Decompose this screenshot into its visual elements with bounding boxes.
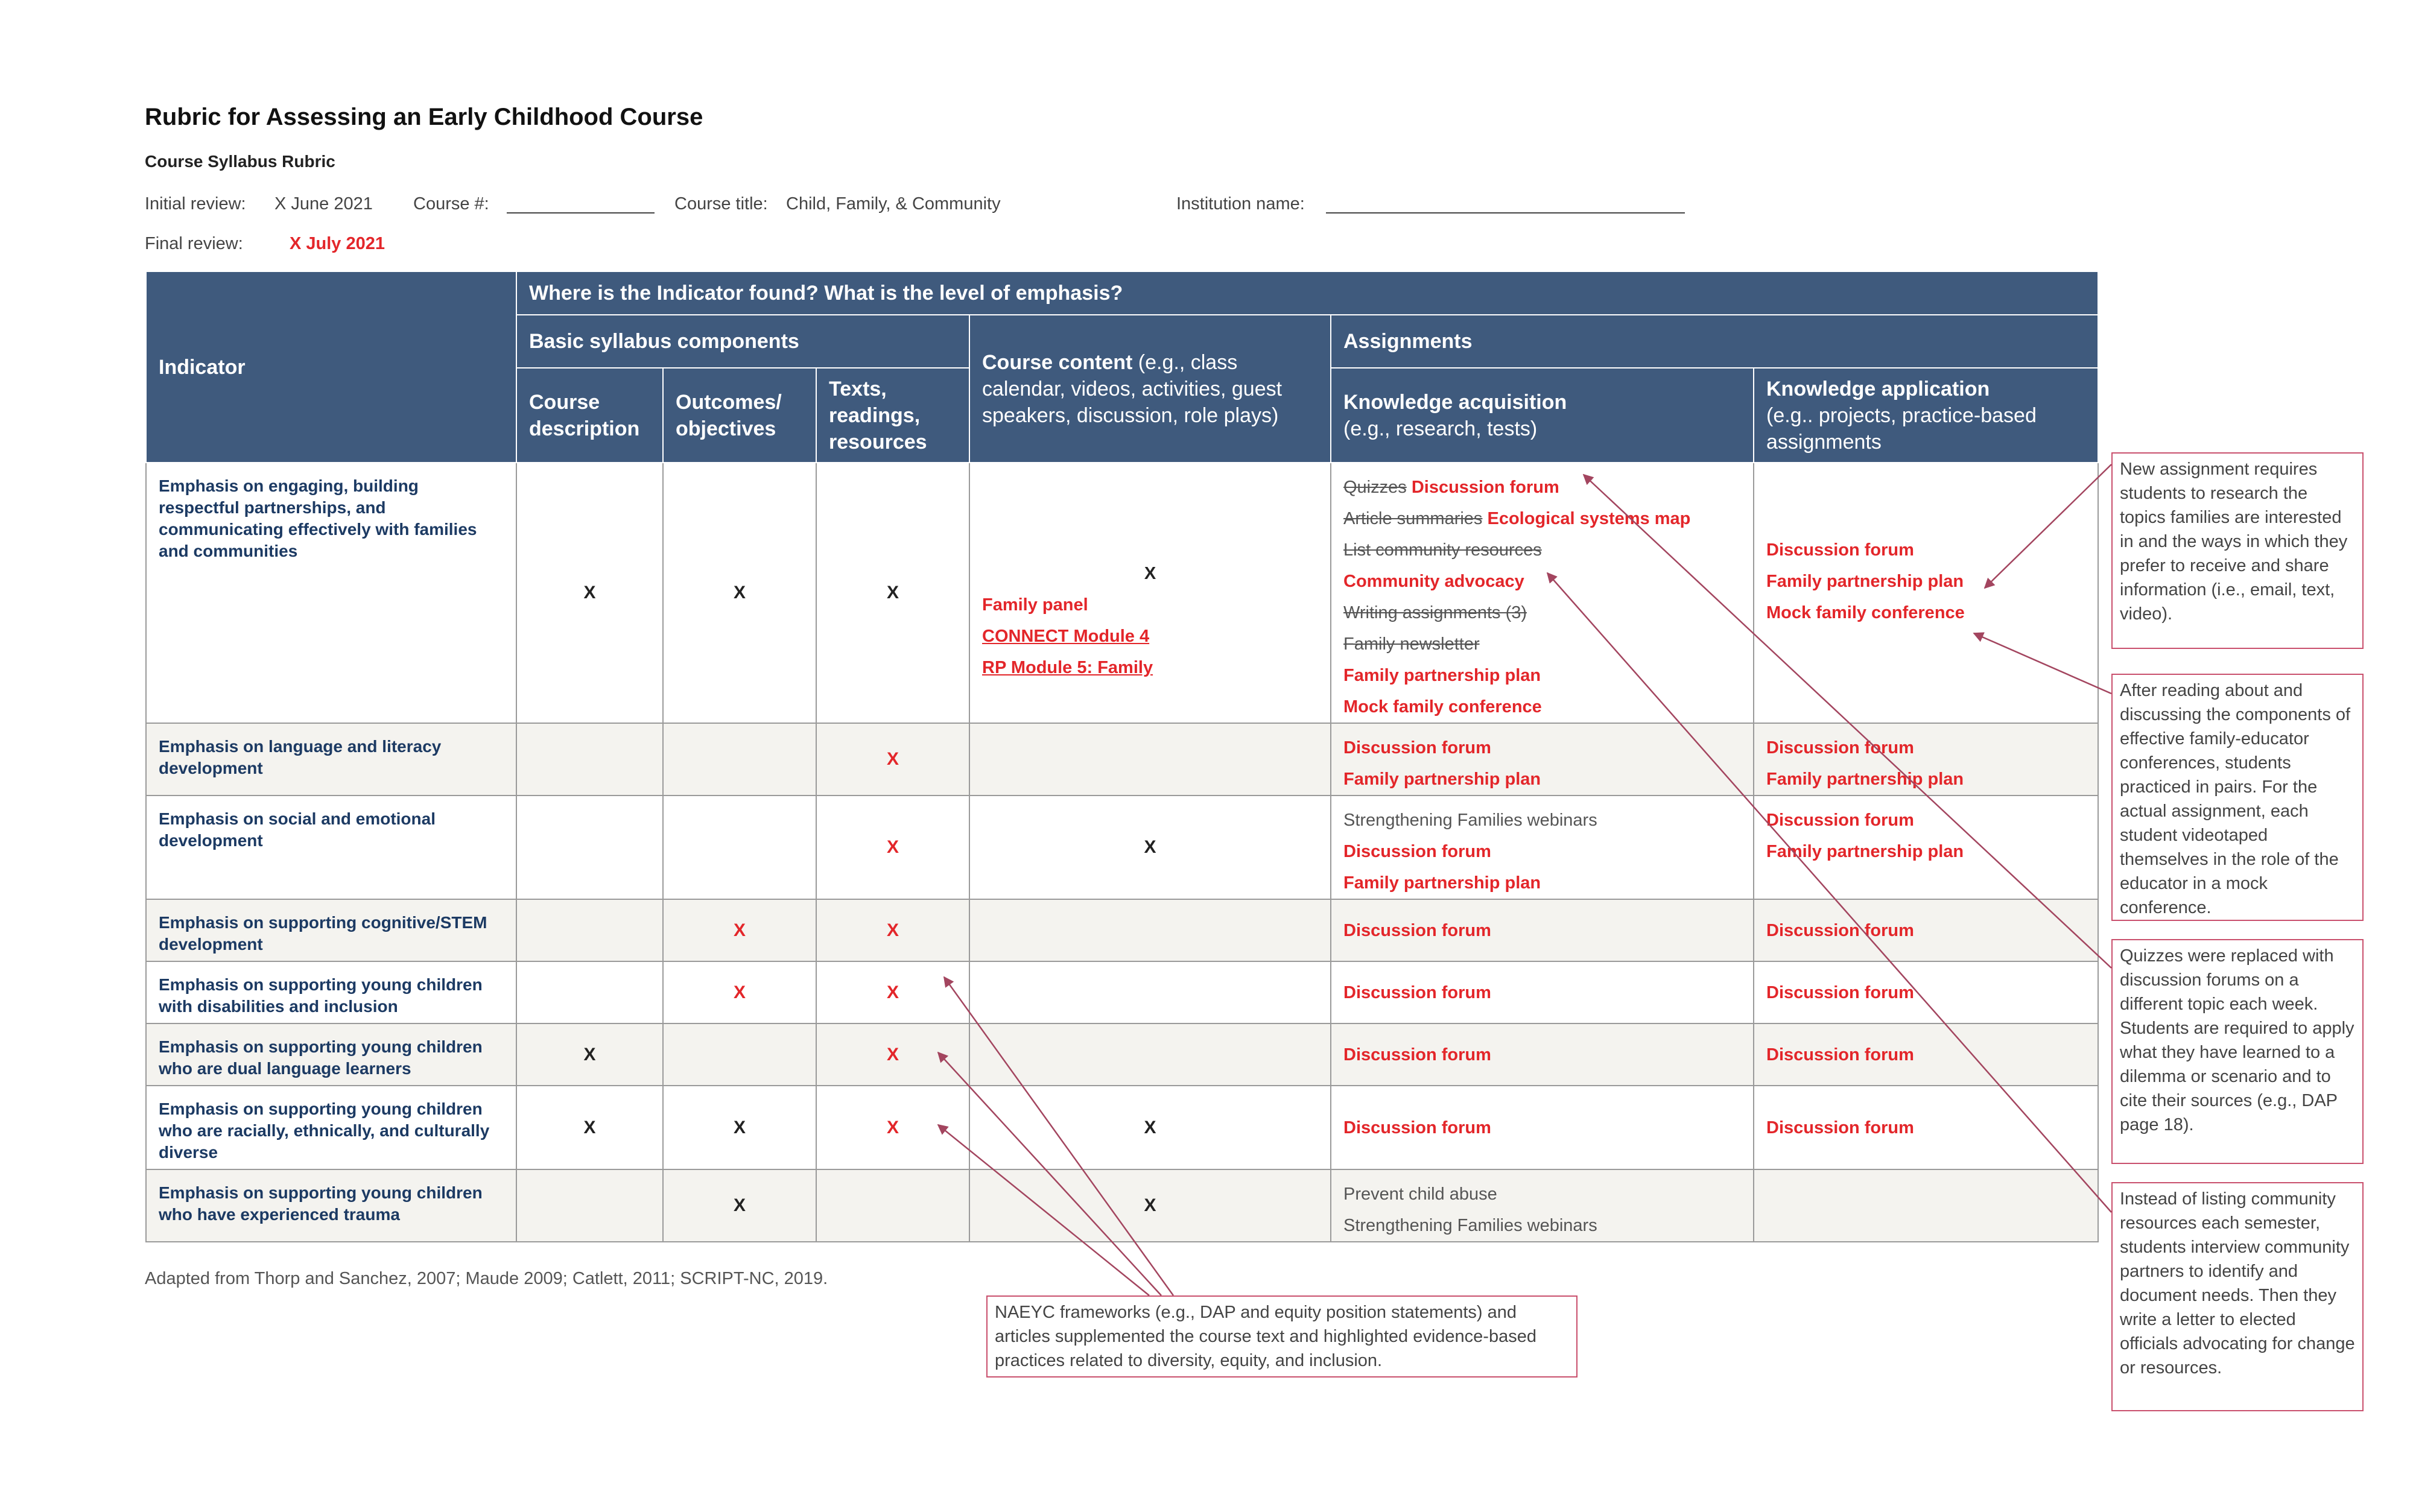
indicator-cell: Emphasis on engaging, building respectful partnerships, and communicating effectively with families and communities: [146, 463, 516, 723]
course-description-header: Course description: [516, 368, 663, 463]
app-item: Discussion forum: [1766, 982, 1914, 1002]
struck-item: Family newsletter: [1343, 634, 1480, 654]
course-content-header: Course content (e.g., class calendar, videos, activities, guest speakers, discussion, role plays): [969, 315, 1331, 463]
institution-label: Institution name:: [1176, 194, 1305, 214]
acq-item: Family partnership plan: [1343, 873, 1541, 893]
app-item: Mock family conference: [1766, 603, 1965, 622]
acq-item-plain: Strengthening Families webinars: [1343, 811, 1597, 830]
acq-item-plain: Strengthening Families webinars: [1343, 1216, 1597, 1235]
acq-item-plain: Prevent child abuse: [1343, 1185, 1497, 1204]
indicator-cell: Emphasis on supporting young children who have experienced trauma: [146, 1169, 516, 1242]
app-item: Discussion forum: [1766, 920, 1914, 940]
content-item: Family panel: [982, 595, 1088, 615]
outcomes-cell: X: [663, 961, 816, 1023]
basic-components-header: Basic syllabus components: [516, 315, 969, 368]
outcomes-cell: X: [663, 1169, 816, 1242]
app-item: Discussion forum: [1766, 738, 1914, 758]
struck-item: Article summaries: [1343, 509, 1483, 528]
course-title-value: Child, Family, & Community: [786, 194, 1001, 214]
arrow-line: [938, 1125, 1149, 1295]
acq-item: Discussion forum: [1343, 842, 1491, 861]
page-subtitle: Course Syllabus Rubric: [145, 152, 335, 171]
new-item: Discussion forum: [1411, 478, 1559, 497]
annotation-quizzes: Quizzes were replaced with discussion forums on a different topic each week. Students are required to apply what they have learned to a dilemma or scenario and to cite their sources (e.g., DAP page 18).: [2111, 939, 2364, 1164]
initial-review-value: X June 2021: [274, 194, 373, 214]
app-item: Family partnership plan: [1766, 572, 1964, 591]
knowledge-application-header: Knowledge application (e.g.. projects, practice-based assignments: [1754, 368, 2098, 463]
course-content-cell: X: [969, 1086, 1331, 1169]
struck-item: List community resources: [1343, 540, 1542, 560]
annotation-community: Instead of listing community resources each semester, students interview community partners to identify and document needs. Then they write a letter to elected officials advocating for change or resources.: [2111, 1182, 2364, 1411]
acq-item: Family partnership plan: [1343, 770, 1541, 789]
outcomes-cell: X: [663, 1086, 816, 1169]
source-note: Adapted from Thorp and Sanchez, 2007; Maude 2009; Catlett, 2011; SCRIPT-NC, 2019.: [145, 1269, 828, 1288]
arrow-line: [1547, 573, 2111, 1212]
outcomes-header: Outcomes/ objectives: [663, 368, 816, 463]
outcomes-cell: X: [663, 899, 816, 961]
course-num-label: Course #:: [413, 194, 489, 214]
acq-item: Discussion forum: [1343, 738, 1491, 758]
assignments-header: Assignments: [1331, 315, 2098, 368]
indicator-cell: Emphasis on supporting young children who are dual language learners: [146, 1023, 516, 1086]
arrow-line: [1974, 633, 2111, 694]
app-item: Family partnership plan: [1766, 842, 1964, 861]
indicator-header: Indicator: [146, 271, 516, 463]
initial-review-label: Initial review:: [145, 194, 246, 214]
indicator-cell: Emphasis on language and literacy development: [146, 723, 516, 796]
course-title-label: Course title:: [674, 194, 768, 214]
struck-item: Quizzes: [1343, 478, 1407, 497]
page-title: Rubric for Assessing an Early Childhood Course: [145, 104, 703, 130]
where-header: Where is the Indicator found? What is the level of emphasis?: [516, 271, 2098, 315]
final-review-value: X July 2021: [290, 234, 385, 253]
annotation-naeyc: NAEYC frameworks (e.g., DAP and equity position statements) and articles supplemented the course text and highlighted evidence-based practices related to diversity, equity, and inclusion.: [986, 1295, 1577, 1378]
texts-cell: X: [816, 1023, 969, 1086]
app-item: Discussion forum: [1766, 1118, 1914, 1137]
outcomes-cell: X: [663, 463, 816, 723]
new-item: Community advocacy: [1343, 572, 1524, 591]
acq-item: Discussion forum: [1343, 982, 1491, 1002]
indicator-cell: Emphasis on social and emotional development: [146, 796, 516, 899]
course-description-cell: X: [516, 463, 663, 723]
content-mark: X: [1144, 564, 1156, 583]
texts-cell: X: [816, 899, 969, 961]
arrow-line: [944, 977, 1173, 1295]
texts-cell: X: [816, 796, 969, 899]
new-item: Ecological systems map: [1487, 509, 1691, 528]
indicator-cell: Emphasis on supporting young children who are racially, ethnically, and culturally diverse: [146, 1086, 516, 1169]
annotation-new-assignment: New assignment requires students to research the topics families are interested in and the ways in which they prefer to receive and share information (i.e., email, text, video).: [2111, 452, 2364, 649]
acq-item: Discussion forum: [1343, 1045, 1491, 1064]
course-content-cell: X: [969, 796, 1331, 899]
knowledge-acquisition-header: Knowledge acquisition (e.g., research, tests): [1331, 368, 1754, 463]
course-description-cell: X: [516, 1023, 663, 1086]
annotation-conference: After reading about and discussing the components of effective family-educator conferences, students practiced in pairs. For the actual assignment, each student videotaped themselves in the role of the educator in a mock conference.: [2111, 674, 2364, 921]
texts-header: Texts, readings, resources: [816, 368, 969, 463]
content-link[interactable]: RP Module 5: Family: [982, 658, 1153, 677]
texts-cell: X: [816, 961, 969, 1023]
arrow-line: [1584, 475, 2111, 968]
new-item: Mock family conference: [1343, 697, 1542, 716]
texts-cell: X: [816, 1086, 969, 1169]
acq-item: Discussion forum: [1343, 920, 1491, 940]
app-item: Discussion forum: [1766, 540, 1914, 560]
struck-item: Writing assignments (3): [1343, 603, 1527, 622]
app-item: Family partnership plan: [1766, 770, 1964, 789]
app-item: Discussion forum: [1766, 1045, 1914, 1064]
indicator-cell: Emphasis on supporting young children with disabilities and inclusion: [146, 961, 516, 1023]
app-item: Discussion forum: [1766, 811, 1914, 830]
arrow-line: [938, 1052, 1161, 1295]
texts-cell: X: [816, 723, 969, 796]
final-review-label: Final review:: [145, 234, 243, 253]
course-content-cell: X: [969, 1169, 1331, 1242]
acq-item: Discussion forum: [1343, 1118, 1491, 1137]
indicator-cell: Emphasis on supporting cognitive/STEM development: [146, 899, 516, 961]
course-description-cell: X: [516, 1086, 663, 1169]
texts-cell: X: [816, 463, 969, 723]
content-link[interactable]: CONNECT Module 4: [982, 627, 1150, 646]
new-item: Family partnership plan: [1343, 666, 1541, 685]
arrow-line: [1985, 464, 2111, 588]
